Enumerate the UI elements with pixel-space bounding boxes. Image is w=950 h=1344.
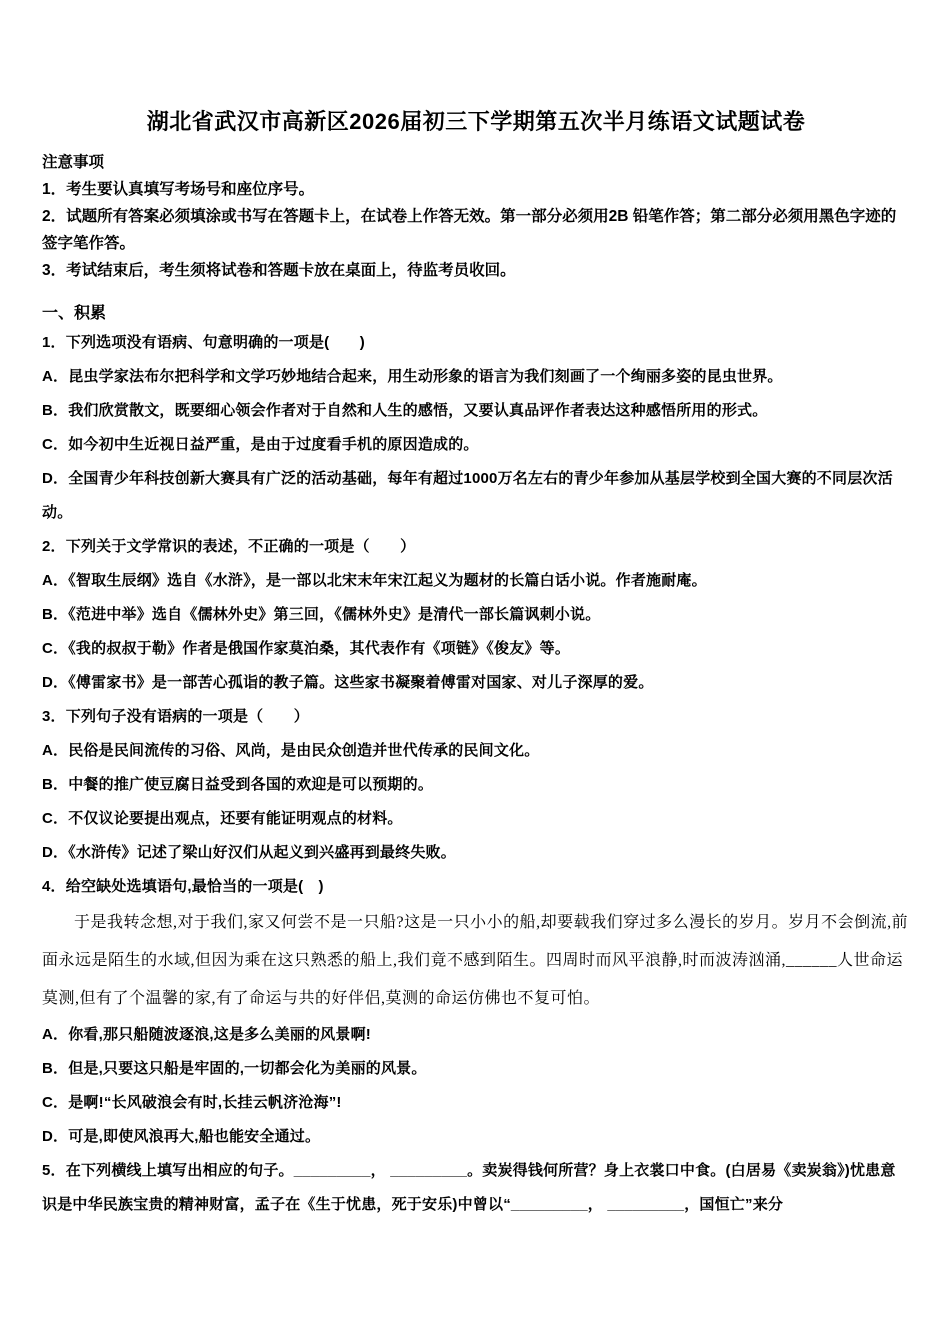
question-4-stem: 4．给空缺处选填语句,最恰当的一项是( )	[42, 877, 324, 895]
page-title: 湖北省武汉市高新区2026届初三下学期第五次半月练语文试题试卷	[146, 109, 806, 134]
question-3-option-a: A．民俗是民间流传的习俗、风尚，是由民众创造并世代传承的民间文化。	[42, 741, 540, 759]
question-2-option-a: A．《智取生辰纲》选自《水浒》，是一部以北宋末年宋江起义为题材的长篇白话小说。作者施耐庵。	[42, 571, 707, 589]
section-heading-accumulation: 一、积累	[42, 304, 107, 322]
question-2-option-d: D．《傅雷家书》是一部苦心孤诣的教子篇。这些家书凝聚着傅雷对国家、对儿子深厚的爱。	[42, 673, 654, 691]
notice-item-2: 2．试题所有答案必须填涂或书写在答题卡上，在试卷上作答无效。第一部分必须用2B 铅笔作答；第二部分必须用黑色字迹的签字笔作答。	[42, 207, 897, 252]
question-1-stem: 1．下列选项没有语病、句意明确的一项是( )	[42, 333, 365, 351]
question-3-option-c: C．不仅议论要提出观点，还要有能证明观点的材料。	[42, 809, 403, 827]
question-4	[42, 870, 910, 1154]
question-4-passage: 于是我转念想,对于我们,家又何尝不是一只船?这是一只小小的船,却要载我们穿过多么漫长的岁月。岁月不会倒流,前面永远是陌生的水域,但因为乘在这只熟悉的船上,我们竟不感到陌生。四周时而风平浪静,时而波涛汹涌,______人世命运莫测,但有了个温馨的家,有了命运与共的好伴侣,莫测的命运仿佛也不复可怕。	[42, 913, 909, 1007]
notice-item-3: 3．考试结束后，考生须将试卷和答题卡放在桌面上，待监考员收回。	[42, 261, 516, 279]
notice-section	[42, 150, 910, 284]
question-5	[42, 1154, 910, 1222]
question-3-stem: 3．下列句子没有语病的一项是（ ）	[42, 707, 309, 725]
question-4-option-c: C．是啊!“长风破浪会有时,长挂云帆济沧海”!	[42, 1093, 342, 1111]
question-2-stem: 2．下列关于文学常识的表述，不正确的一项是（ ）	[42, 537, 416, 555]
question-2-option-b: B．《范进中举》选自《儒林外史》第三回，《儒林外史》是清代一部长篇讽刺小说。	[42, 605, 601, 623]
notice-item-1: 1．考生要认真填写考场号和座位序号。	[42, 180, 315, 198]
question-1	[42, 326, 910, 530]
question-1-option-a: A．昆虫学家法布尔把科学和文学巧妙地结合起来，用生动形象的语言为我们刻画了一个绚丽多姿的昆虫世界。	[42, 367, 783, 385]
question-1-option-b: B．我们欣赏散文，既要细心领会作者对于自然和人生的感悟，又要认真品评作者表达这种感悟所用的形式。	[42, 401, 768, 419]
question-4-option-b: B．但是,只要这只船是牢固的,一切都会化为美丽的风景。	[42, 1059, 427, 1077]
question-1-option-d: D．全国青少年科技创新大赛具有广泛的活动基础，每年有超过1000万名左右的青少年参加从基层学校到全国大赛的不同层次活动。	[42, 469, 893, 521]
question-2-option-c: C．《我的叔叔于勒》作者是俄国作家莫泊桑，其代表作有《项链》《俊友》等。	[42, 639, 571, 657]
question-3	[42, 700, 910, 870]
question-4-option-d: D．可是,即使风浪再大,船也能安全通过。	[42, 1127, 321, 1145]
question-3-option-b: B．中餐的推广使豆腐日益受到各国的欢迎是可以预期的。	[42, 775, 434, 793]
question-1-option-c: C．如今初中生近视日益严重，是由于过度看手机的原因造成的。	[42, 435, 479, 453]
question-5-stem: 5．在下列横线上填写出相应的句子。_________， _________。卖炭得钱何所营？身上衣裳口中食。(白居易《卖炭翁》)忧患意识是中华民族宝贵的精神财富，孟子在《生于忧患，死于安乐)中曾以“_________， _________，国恒亡”来分	[42, 1161, 896, 1213]
question-3-option-d: D．《水浒传》记述了梁山好汉们从起义到兴盛再到最终失败。	[42, 843, 456, 861]
notice-heading: 注意事项	[42, 153, 105, 171]
question-2	[42, 530, 910, 700]
question-4-option-a: A．你看,那只船随波逐浪,这是多么美丽的风景啊!	[42, 1025, 371, 1043]
